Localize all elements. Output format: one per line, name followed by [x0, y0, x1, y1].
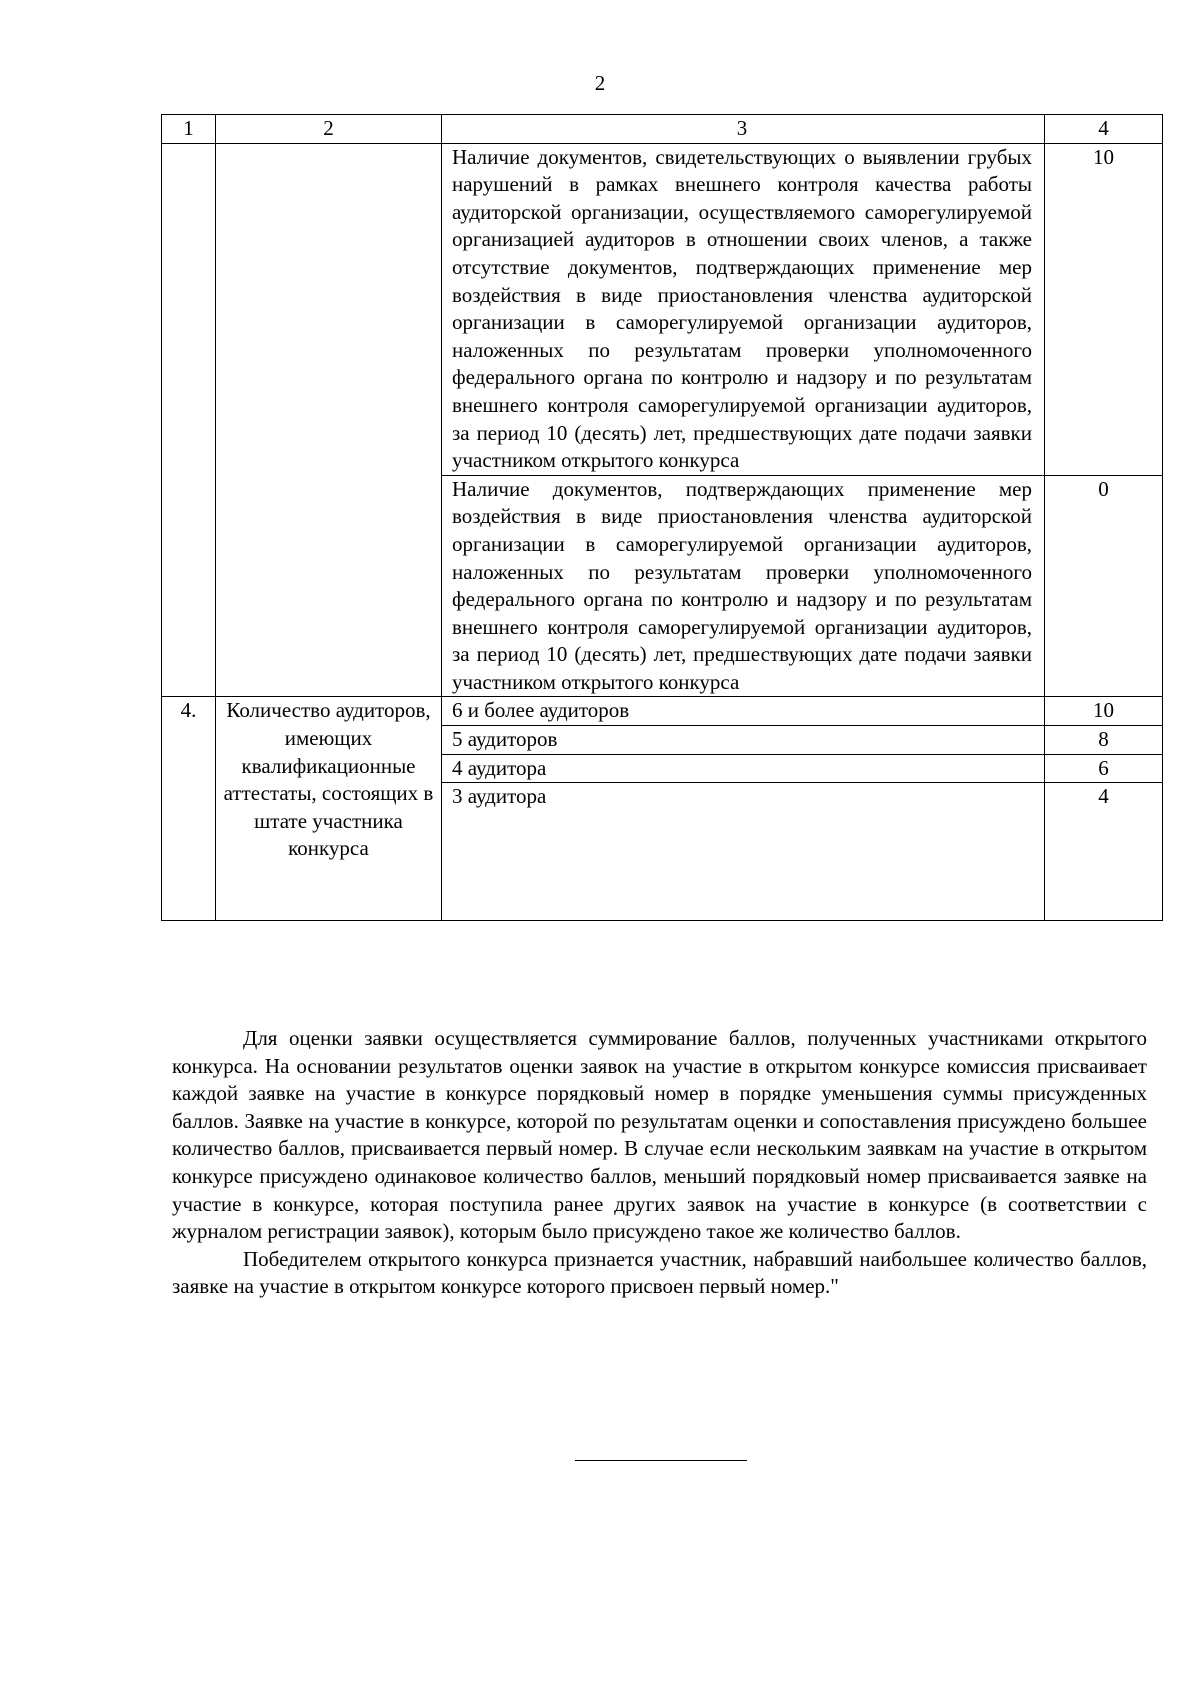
- header-col-2: 2: [216, 115, 442, 144]
- condition-cell: 3 аудитора: [442, 783, 1045, 921]
- empty-number-cell: [162, 143, 216, 697]
- empty-criterion-cell: [216, 143, 442, 697]
- paragraph-scoring: Для оценки заявки осуществляется суммирование баллов, полученных участниками открытого конкурса. На основании результатов оценки заявок на участие в открытом конкурсе комиссия присваивает каждой заявке на участие в конкурсе порядковый номер в порядке уменьшения суммы присужденных баллов. Заявке на участие в конкурсе, которой по результатам оценки и сопоставления присуждено большее количество баллов, присваивается первый номер. В случае если нескольким заявкам на участие в открытом конкурсе присуждено одинаковое количество баллов, меньший порядковый номер присваивается заявке на участие в конкурсе, которая поступила ранее других заявок на участие в конкурсе (в соответствии с журналом регистрации заявок), которым было присуждено такое же количество баллов.: [172, 1026, 1147, 1244]
- header-col-3: 3: [442, 115, 1045, 144]
- score-cell: 6: [1045, 754, 1163, 783]
- criterion-name: Количество аудиторов, имеющих квалификационные аттестаты, состоящих в штате участника конкурса: [216, 697, 442, 921]
- paragraph-winner: Победителем открытого конкурса признается участник, набравший наибольшее количество баллов, заявке на участие в открытом конкурсе которого присвоен первый номер.": [172, 1246, 1147, 1299]
- criterion-number: 4.: [162, 697, 216, 921]
- table-header-row: [162, 115, 1163, 144]
- condition-cell: 5 аудиторов: [442, 726, 1045, 755]
- condition-cell: Наличие документов, подтверждающих применение мер воздействия в виде приостановления членства аудиторской организации в саморегулируемой организации аудиторов, наложенных по результатам проверки уполномоченного федерального органа по контролю и надзору и по результатам внешнего контроля саморегулируемой организации аудиторов, за период 10 (десять) лет, предшествующих дате подачи заявки участником открытого конкурса: [442, 475, 1045, 697]
- score-cell: 8: [1045, 726, 1163, 755]
- condition-cell: 4 аудитора: [442, 754, 1045, 783]
- end-separator-line: [575, 1460, 747, 1461]
- score-cell: 10: [1045, 697, 1163, 726]
- body-text: [172, 1025, 1147, 1301]
- score-cell: 0: [1045, 475, 1163, 697]
- table-row: [162, 697, 1163, 726]
- score-cell: 4: [1045, 783, 1163, 921]
- condition-cell: Наличие документов, свидетельствующих о выявлении грубых нарушений в рамках внешнего контроля качества работы аудиторской организации, осуществляемого саморегулируемой организацией аудиторов в отношении своих членов, а также отсутствие документов, подтверждающих применение мер воздействия в виде приостановления членства аудиторской организации в саморегулируемой организации аудиторов, наложенных по результатам проверки уполномоченного федерального органа по контролю и надзору и по результатам внешнего контроля саморегулируемой организации аудиторов, за период 10 (десять) лет, предшествующих дате подачи заявки участником открытого конкурса: [442, 143, 1045, 475]
- table-row: [162, 143, 1163, 475]
- header-col-1: 1: [162, 115, 216, 144]
- condition-cell: 6 и более аудиторов: [442, 697, 1045, 726]
- score-cell: 10: [1045, 143, 1163, 475]
- header-col-4: 4: [1045, 115, 1163, 144]
- criteria-table: [161, 114, 1163, 921]
- page-number: 2: [594, 71, 606, 95]
